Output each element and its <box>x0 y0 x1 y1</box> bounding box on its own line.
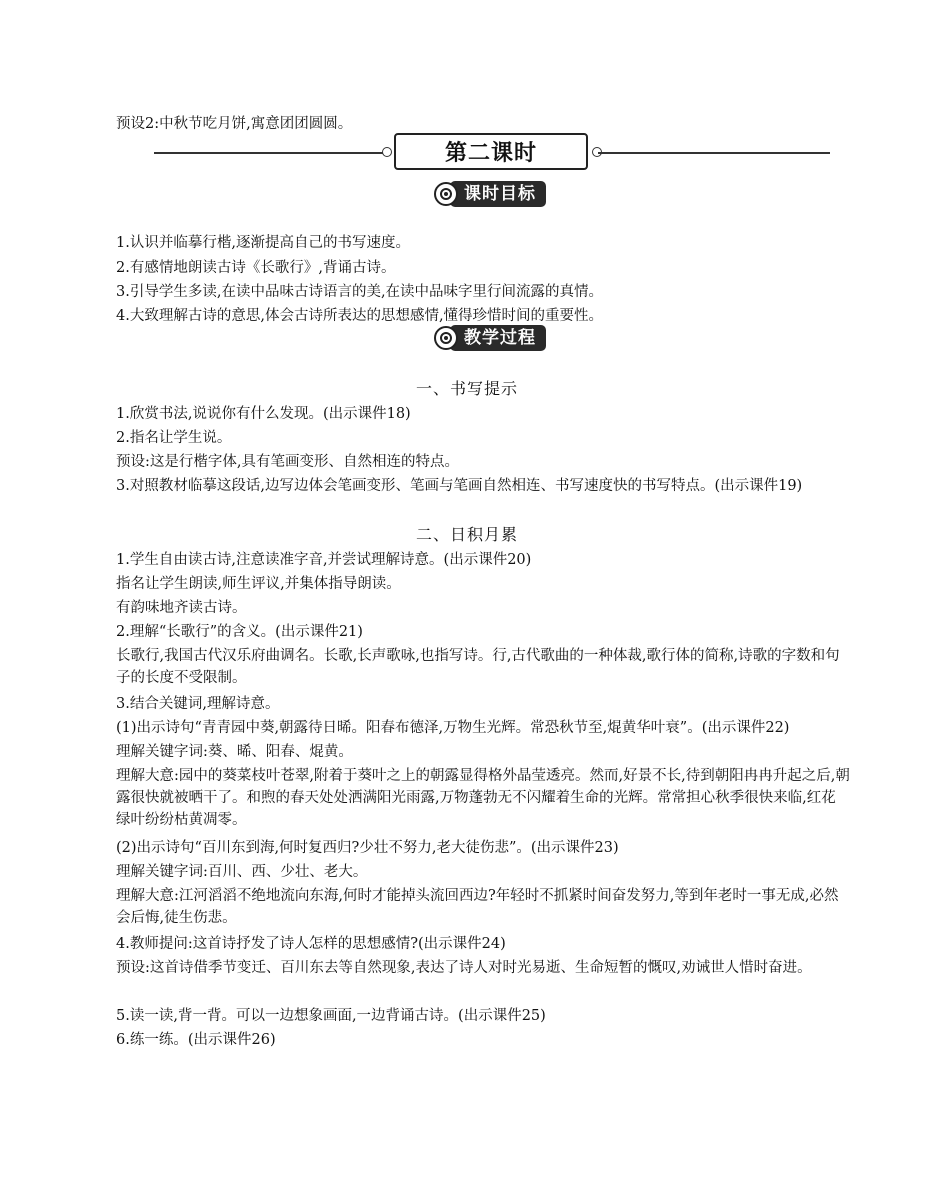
goal-item: 3.引导学生多读,在读中品味古诗语言的美,在读中品味字里行间流露的真情。 <box>116 284 604 300</box>
goal-item: 2.有感情地朗读古诗《长歌行》,背诵古诗。 <box>116 260 396 276</box>
paragraph: 理解大意:园中的葵菜枝叶苍翠,附着于葵叶之上的朝露显得格外晶莹透亮。然而,好景不长,待到朝阳冉冉升起之后,朝露很快就被晒干了。和煦的春天处处洒满阳光雨露,万物蓬勃无不闪耀着生命的光辉。常常担心秋季很快来临,红花绿叶纷纷枯黄凋零。 <box>116 768 850 828</box>
paragraph: 5.读一读,背一背。可以一边想象画面,一边背诵古诗。(出示课件25) <box>116 1008 546 1024</box>
paragraph: 理解关键字词:葵、晞、阳春、焜黄。 <box>116 744 353 760</box>
poem-line: (1)出示诗句“青青园中葵,朝露待日晞。阳春布德泽,万物生光辉。常恐秋节至,焜黄华叶衰”。(出示课件22) <box>116 720 790 736</box>
paragraph: 4.教师提问:这首诗抒发了诗人怎样的思想感情?(出示课件24) <box>116 936 506 952</box>
section-heading: 一、书写提示 <box>415 379 518 398</box>
goal-item: 4.大致理解古诗的意思,体会古诗所表达的思想感情,懂得珍惜时间的重要性。 <box>116 308 604 324</box>
paragraph: 预设:这首诗借季节变迁、百川东去等自然现象,表达了诗人对时光易逝、生命短暂的慨叹,劝诫世人惜时奋进。 <box>116 960 812 976</box>
goals-badge <box>434 181 550 207</box>
paragraph: 1.学生自由读古诗,注意读准字音,并尝试理解诗意。(出示课件20) <box>116 552 532 568</box>
paragraph: 长歌行,我国古代汉乐府曲调名。长歌,长声歌咏,也指写诗。行,古代歌曲的一种体裁,歌行体的简称,诗歌的字数和句子的长度不受限制。 <box>116 648 840 686</box>
paragraph: 有韵味地齐读古诗。 <box>116 600 247 616</box>
section-heading: 二、日积月累 <box>415 525 518 544</box>
preset-text: 预设2:中秋节吃月饼,寓意团团圆圆。 <box>116 116 353 132</box>
process-badge <box>434 325 550 351</box>
paragraph: 指名让学生朗读,师生评议,并集体指导朗读。 <box>116 576 401 592</box>
process-badge-label: 教学过程 <box>450 325 546 351</box>
paragraph: 理解大意:江河滔滔不绝地流向东海,何时才能掉头流回西边?年轻时不抓紧时间奋发努力,等到年老时一事无成,必然会后悔,徒生伤悲。 <box>116 888 839 926</box>
paragraph: 2.理解“长歌行”的含义。(出示课件21) <box>116 624 363 640</box>
divider-dot-left <box>382 147 392 157</box>
paragraph: 1.欣赏书法,说说你有什么发现。(出示课件18) <box>116 406 411 422</box>
paragraph: 2.指名让学生说。 <box>116 430 232 446</box>
poem-line: (2)出示诗句“百川东到海,何时复西归?少壮不努力,老大徒伤悲”。(出示课件23) <box>116 840 619 856</box>
lesson-title: 第二课时 <box>394 133 588 170</box>
paragraph: 3.对照教材临摹这段话,边写边体会笔画变形、笔画与笔画自然相连、书写速度快的书写特点。(出示课件19) <box>116 478 803 494</box>
paragraph: 理解关键字词:百川、西、少壮、老大。 <box>116 864 368 880</box>
lesson-title-banner <box>154 133 830 173</box>
paragraph: 3.结合关键词,理解诗意。 <box>116 696 280 712</box>
divider-line-right <box>598 152 830 154</box>
paragraph: 6.练一练。(出示课件26) <box>116 1032 276 1048</box>
target-icon <box>434 182 458 206</box>
divider-line-left <box>154 152 386 154</box>
target-icon <box>434 326 458 350</box>
paragraph: 预设:这是行楷字体,具有笔画变形、自然相连的特点。 <box>116 454 459 470</box>
goal-item: 1.认识并临摹行楷,逐渐提高自己的书写速度。 <box>116 235 410 251</box>
goals-badge-label: 课时目标 <box>450 181 546 207</box>
